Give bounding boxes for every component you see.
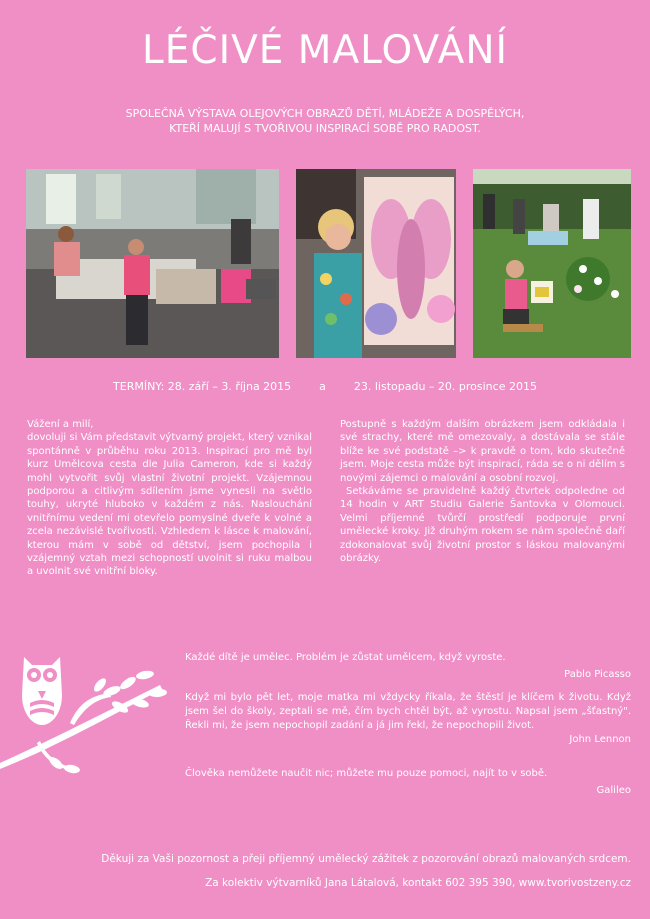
quote-lennon <box>185 691 631 747</box>
quote-galileo <box>185 767 631 798</box>
quote-author: John Lennon <box>569 734 631 745</box>
footer-contact: Za kolektiv výtvarníků Jana Látalová, kontakt 602 395 390, www.tvorivostzeny.cz <box>205 877 631 889</box>
quote-author: Pablo Picasso <box>564 669 631 680</box>
quote-text: Když mi bylo pět let, moje matka mi vždycky říkala, že štěstí je klíčem k životu. Když jsem šel do školy, zeptali se mě, čím bych chtěl být, až vyrostu. Napsal jsem „šťastný". Řekli mi, že jsem nepochopil zadání a já jim řekl, že nepochopili život. <box>185 692 631 731</box>
letter-greeting: Vážení a milí, <box>27 419 94 430</box>
footer-thanks: Děkuji za Vaši pozornost a přeji příjemný umělecký zážitek z pozorování obrazů malovaných srdcem. <box>101 853 631 865</box>
letter-right-column <box>340 418 625 565</box>
owl-on-branch-icon <box>0 645 175 775</box>
workshop-photo <box>26 169 279 358</box>
letter-left-column <box>27 418 312 579</box>
exhibition-dates: TERMÍNY: 28. září – 3. října 2015 a 23. listopadu – 20. prosince 2015 <box>113 380 537 393</box>
exhibition-subtitle <box>60 106 590 136</box>
page-title: LÉČIVÉ MALOVÁNÍ <box>141 28 509 73</box>
artist-with-painting-photo <box>296 169 456 358</box>
subtitle-line-2: KTEŘÍ MALUJÍ S TVOŘIVOU INSPIRACÍ SOBĚ PRO RADOST. <box>169 122 481 135</box>
letter-paragraph: Postupně s každým dalším obrázkem jsem odkládala i své strachy, které mě omezovaly, a dostávala se stále blíže ke své podstatě –> k pravdě o tom, kdo skutečně jsem. Moje cesta může být inspirací, ráda se o ni dělím s novými zájemci o malování a osobní rozvoj. <box>340 419 625 484</box>
quote-text: Každé dítě je umělec. Problém je zůstat umělcem, když vyroste. <box>185 652 506 663</box>
letter-paragraph: dovoluji si Vám představit výtvarný projekt, který vznikal spontánně v průběhu roku 2013. Inspirací pro mě byl kurz Umělcova cesta dle Julia Cameron, kde si každý mohl vytvořit svůj vlastní životní projekt. Vzájemnou podporou a citlivým sdílením jsme vynesli na světlo touhy, ukryté hluboko v každém z nás. Naslouchání vnitřnímu vedení mi otevřelo pomyslné dveře k volné a zcela nezávislé tvořivosti. Vzhledem k lásce k malování, kterou mám v sobě od dětství, jsem pochopila i vzájemný vztah mezi schopností uvolnit si ruku malbou a uvolnit své vnitřní bloky. <box>27 432 312 578</box>
quote-author: Galileo <box>596 785 631 796</box>
letter-paragraph: Setkáváme se pravidelně každý čtvrtek odpoledne od 14 hodin v ART Studiu Galerie Šantovka v Olomouci. Velmi příjemné tvůrčí prostředí podporuje první umělecké kroky. Již druhým rokem se nám společně daří zdokonalovat svůj životní prostor s láskou malovanými obrázky. <box>340 486 625 565</box>
quote-picasso <box>185 651 631 682</box>
quote-text: Člověka nemůžete naučit nic; můžete mu pouze pomoci, najít to v sobě. <box>185 768 548 779</box>
child-in-garden-photo <box>473 169 631 358</box>
subtitle-line-1: SPOLEČNÁ VÝSTAVA OLEJOVÝCH OBRAZŮ DĚTÍ, MLÁDEŽE A DOSPĚLÝCH, <box>125 107 525 120</box>
